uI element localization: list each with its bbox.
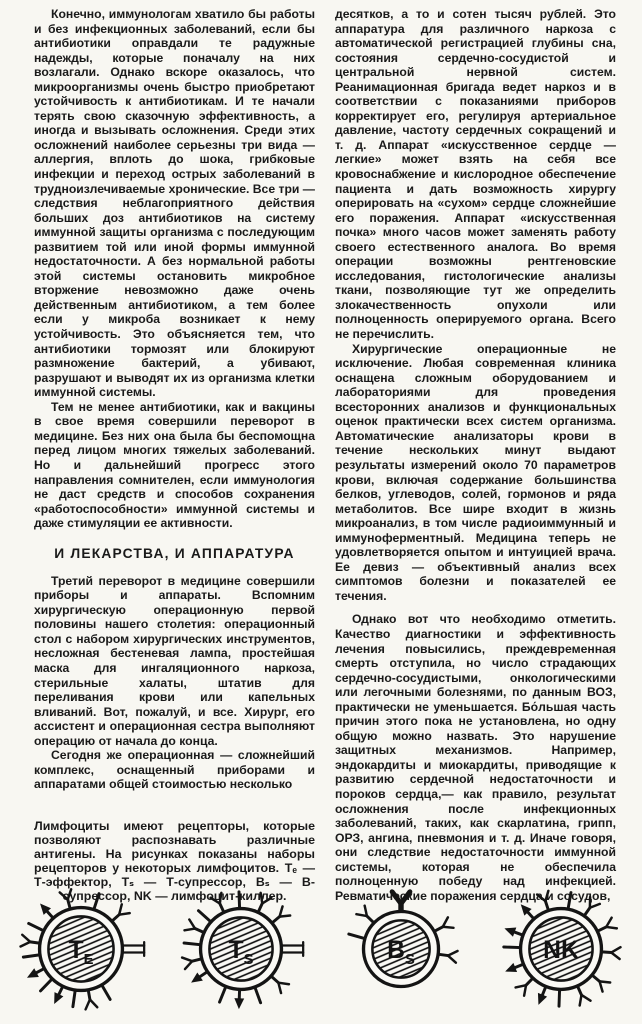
left-column bbox=[34, 7, 315, 903]
section-heading: И ЛЕКАРСТВА, И АППАРАТУРА bbox=[54, 545, 295, 561]
lymphocyte-cell-figure-bs bbox=[322, 874, 480, 1024]
paragraph: Однако вот что необходимо отметить. Качество диагностики и эффективность лечения повысились, преждевременная смерть отступила, но число страдающих сердечно-сосудистыми, онкологическими или легочными болезнями, по данным ВОЗ, практически не уменьшается. Бо́льшая часть причин этого пока не установлена, но одну общую можно назвать. Это нарушение защитных механизмов. Например, эндокардиты и миокардиты, приводящие к развитию сердечной недостаточности и пороков сердца,— как правило, результат осложнения после инфекционных заболеваний, таких, как скарлатина, грипп, ОРЗ, ангина, пневмония и т. д. Иначе говоря, они следствие недостаточности иммунной системы, которая не обеспечила полноценную победу над инфекцией. Ревматические поражения сердца и сосудов, bbox=[335, 612, 616, 903]
cell-label: $T_E$ bbox=[68, 936, 94, 968]
cell-label: $B_S$ bbox=[387, 936, 415, 968]
paragraph: десятков, а то и сотен тысяч рублей. Это аппаратура для различного наркоза с автоматической регистрацией глубины сна, состояния сердечно-сосудистой и центральной нервной систем. Реанимационная бригада ведет наркоз и в соответствии с показаниями приборов корректирует его, регулируя артериальное давление, частоту сердечных сокращений и т. д. Аппарат «искусственное сердце — легкие» может взять на себя все кровоснабжение и кислородное обеспечение пациента и дать возможность хирургу оперировать на «сухом» сердце сложнейшие его поражения. Аппарат «искусственная почка» много часов может заменять работу своего естественного аналога. Во время операции возможны рентгеновские исследования, гистологические анализы ткани, позволяющие тут же определить злокачественность опухоли или полноценность оперируемого органа. Всего не перечислить. bbox=[335, 7, 616, 342]
figure-caption: Лимфоциты имеют рецепторы, которые позволяют распознавать различные антигены. На рисунках показаны наборы рецепторов у некоторых лимфоцитов. Тₑ — Т-эффектор, Тₛ — Т-супрессор, Вₛ — В-супрессор, NK — лимфоцит-киллер. bbox=[34, 818, 315, 904]
paragraph: Третий переворот в медицине совершили приборы и аппараты. Вспомним хирургическую операционную первой половины нашего столетия: операционный стол с набором хирургических инструментов, несложная бестеневая лампа, простейшая маска для ингаляционного наркоза, стерильные халаты, штатив для переливания крови или капельных вливаний. Вот, пожалуй, и все. Хирург, его ассистент и операционная сестра выполняют операцию от начала до конца. bbox=[34, 573, 315, 748]
paragraph: Тем не менее антибиотики, как и вакцины в свое время совершили переворот в медицине. Без них она была бы беспомощна перед лицом многих тяжелых заболеваний. Но и дальнейший прогресс этого направления сомнителен, если иммунология не даст средств и способов сохранения «работоспособности» иммунной системы и даже стимуляции ее активности. bbox=[34, 399, 315, 531]
paragraph: Хирургические операционные не исключение. Любая современная клиника оснащена сложным оборудованием и лабораториями для проведения всесторонних анализов и функциональных оценок практически всех систем организма. Автоматические анализаторы крови в течение нескольких минут выдают результаты измерений около 70 параметров крови, включая содержание большинства белков, углеводов, солей, гормонов и ряда метаболитов. Все шире входит в жизнь микроанализ, в том числе радиоиммунный и иммуноферментный. Медицина теперь не удовлетворяется опытом и интуицией врача. Ее девиз — объективный анализ всех симптомов болезни и показателей ее течения. bbox=[335, 341, 616, 603]
lymphocyte-cell-figure-ts bbox=[162, 874, 320, 1024]
paragraph: Сегодня же операционная — сложнейший комплекс, оснащенный приборами и аппаратами общей стоимостью несколько bbox=[34, 748, 315, 792]
cell-label: NK bbox=[543, 936, 579, 964]
lymphocyte-cell-figure-nk bbox=[482, 874, 640, 1024]
lymphocyte-figures-row bbox=[0, 872, 642, 1024]
paragraph: Конечно, иммунологам хватило бы работы и без инфекционных заболеваний, если бы антибиотики оправдали те радужные надежды, которые поначалу на них возлагали. Однако вскоре оказалось, что микроорганизмы очень быстро приобретают устойчивость к антибиотикам. И те начали терять свою сказочную эффективность, а иногда и вызывать осложнения. Среди этих осложнений наиболее серьезны три вида — аллергия, вплоть до шока, грибковые инфекции и переход острых заболеваний в трудноизлечиваемые хронические. Все три — следствия неблагоприятного действия больших доз антибиотиков на систему иммунной защиты организма с последующим развитием той или иной формы иммунной недостаточности. А без нормальной работы этой системы остановить микробное вторжение невозможно даже очень действенным антибиотиком, а тем более если у микроба возникает к нему устойчивость. Это объясняется тем, что антибиотики тормозят или блокируют размножение бактерий, а убивают, разрушают и выводят их из организма клетки иммунной системы. bbox=[34, 7, 315, 400]
lymphocyte-cell-figure-te bbox=[2, 874, 160, 1024]
right-column bbox=[335, 7, 616, 903]
cell-label: $T_S$ bbox=[228, 936, 254, 968]
